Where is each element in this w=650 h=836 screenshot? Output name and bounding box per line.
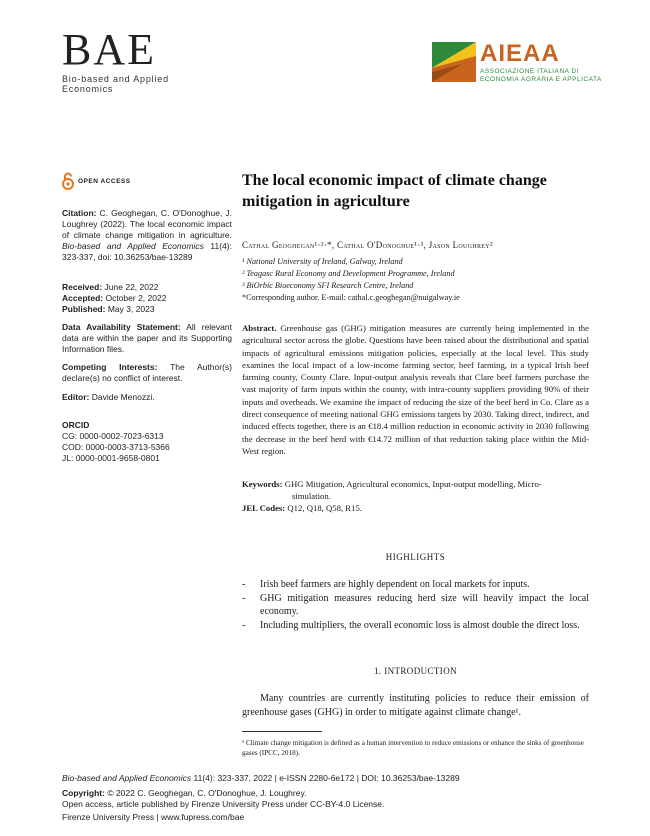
society-name-line1: ASSOCIAZIONE ITALIANA DI [480, 68, 579, 75]
keywords [242, 478, 589, 514]
author-list: Cathal Geoghegan¹·²·*, Cathal O'Donoghue¹·³, Jason Loughrey² [242, 240, 493, 250]
highlight-text: GHG mitigation measures reducing herd size will heavily impact the local economy. [260, 593, 589, 617]
highlight-item [242, 619, 589, 647]
footnote: ¹ Climate change mitigation is defined as a human intervention to reduce emissions or enhance the sinks of greenhouse gases (IPCC, 2018). [242, 739, 584, 757]
article-title-line: mitigation in agriculture [242, 193, 410, 210]
society-logo-text: AIEAA [480, 40, 560, 67]
copyright-label: Copyright: [62, 788, 105, 798]
bullet-icon: - [242, 593, 246, 604]
open-access-label: OPEN ACCESS [78, 178, 131, 185]
corresponding-author: *Corresponding author. E-mail: cathal.c.geoghegan@nuigalway.ie [242, 293, 460, 302]
highlight-text: Including multipliers, the overall economic loss is almost double the direct loss. [260, 620, 580, 631]
citation-label: Citation: [62, 208, 97, 218]
highlight-item [242, 592, 589, 620]
orcid-label: ORCID [62, 420, 90, 430]
affiliation: ¹ National University of Ireland, Galway, Ireland [242, 257, 403, 266]
data-availability [62, 322, 232, 355]
open-access-badge [62, 172, 182, 192]
affiliation: ² Teagasc Rural Economy and Development Programme, Ireland [242, 269, 455, 278]
section-heading: 1. INTRODUCTION [374, 666, 457, 676]
orcid-entry[interactable]: CG: 0000-0002-7023-6313 [62, 431, 164, 441]
open-access-lock-icon [62, 172, 74, 190]
keywords-text: GHG Mitigation, Agricultural economics, Input-output modelling, Micro- [284, 479, 542, 489]
journal-logo-mark: BAE [62, 25, 156, 74]
bullet-icon: - [242, 579, 246, 590]
society-name-line2: ECONOMIA AGRARIA E APPLICATA [480, 76, 602, 83]
editor-block [62, 392, 232, 403]
footer-details: 11(4): 323-337, 2022 | e-ISSN 2280-6e172 | DOI: 10.36253/bae-13289 [191, 773, 460, 783]
data-availability-text: All relevant data are within the paper and its Supporting Information files. [62, 322, 232, 354]
highlight-text: Irish beef farmers are highly dependent on local markets for inputs. [260, 579, 530, 590]
published-label: Published: [62, 304, 106, 314]
accepted-label: Accepted: [62, 293, 104, 303]
editor-name: Davide Menozzi. [91, 392, 155, 402]
received-label: Received: [62, 282, 103, 292]
keywords-label: Keywords: [242, 479, 283, 489]
footer-press[interactable]: Firenze University Press | www.fupress.com/bae [62, 812, 245, 822]
article-title [242, 170, 589, 212]
competing-interests [62, 362, 232, 384]
affiliations [242, 256, 589, 304]
dates-block [62, 282, 232, 315]
keywords-text-cont: simulation. [292, 491, 331, 501]
highlight-item [242, 578, 589, 592]
society-logo [432, 40, 602, 100]
orcid-block [62, 420, 232, 464]
journal-logo [62, 25, 212, 94]
received-date: June 22, 2022 [104, 282, 159, 292]
footer-license: Open access, article published by Firenze University Press under CC-BY-4.0 License. [62, 799, 385, 809]
journal-logo-subtitle: Bio-based and Applied Economics [62, 74, 169, 94]
footer-copyright [62, 788, 306, 799]
affiliation: ³ BiOrbic Bioeconomy SFI Research Centre, Ireland [242, 281, 414, 290]
intro-paragraph: Many countries are currently instituting policies to reduce their emission of greenhouse gases (GHG) in order to mitigate against climate change¹. [242, 693, 589, 718]
footnote-divider [242, 731, 322, 732]
citation-block [62, 208, 232, 263]
competing-interests-label: Competing Interests: [62, 362, 158, 372]
footer-journal: Bio-based and Applied Economics [62, 773, 192, 783]
data-availability-label: Data Availability Statement: [62, 322, 181, 332]
abstract [242, 322, 589, 457]
citation-journal: Bio-based and Applied Economics [62, 241, 204, 251]
orcid-entry[interactable]: JL: 0000-0001-9658-0801 [62, 453, 160, 463]
jel-label: JEL Codes: [242, 503, 286, 513]
copyright-text: © 2022 C. Geoghegan, C. O'Donoghue, J. Loughrey. [104, 788, 307, 798]
competing-interests-text: The Author(s) declare(s) no conflict of interest. [62, 362, 232, 383]
highlights-heading: HIGHLIGHTS [385, 552, 446, 562]
society-logo-icon [432, 42, 476, 82]
citation-details: 11(4): 323-337, doi: 10.36253/bae-13289 [62, 241, 232, 262]
accepted-date: October 2, 2022 [105, 293, 167, 303]
orcid-entry[interactable]: COD: 0000-0003-3713-5366 [62, 442, 170, 452]
published-date: May 3, 2023 [107, 304, 155, 314]
bullet-icon: - [242, 620, 246, 631]
jel-codes: Q12, Q18, Q58, R15. [287, 503, 362, 513]
abstract-text: Greenhouse gas (GHG) mitigation measures are currently being implemented in the agricultural sector across the globe. Questions have been raised about the distributional and spatial impacts of agricultural emissions mitigation policies, especially at the local level. This study examines the local impact of a low-income farming sector, beef farming, in a typical Irish beef farming county, County Clare. Input-output analysis reveals that Clare beef farmers purchase the vast majority of farm inputs within the county, with intra-county suppliers providing 90% of their inputs and overheads. We examine the impact of reducing the size of the beef herd in Co. Clare as a direct consequence of meeting national GHG emissions targets by 2030. Taking direct, indirect, and induced effects together, there is an €18.4 million reduction in economic activity in 2030 following the decrease in the beef herd with €14.72 million of that reduction taking place within the Mid-West region. [242, 323, 589, 456]
footer-journal-line [62, 773, 460, 784]
article-title-line: The local economic impact of climate change [242, 172, 547, 189]
editor-label: Editor: [62, 392, 90, 402]
abstract-label: Abstract. [242, 323, 277, 333]
citation-text: C. Geoghegan, C. O'Donoghue, J. Loughrey (2022). The local economic impact of climate change mitigation in agriculture. [62, 208, 232, 240]
